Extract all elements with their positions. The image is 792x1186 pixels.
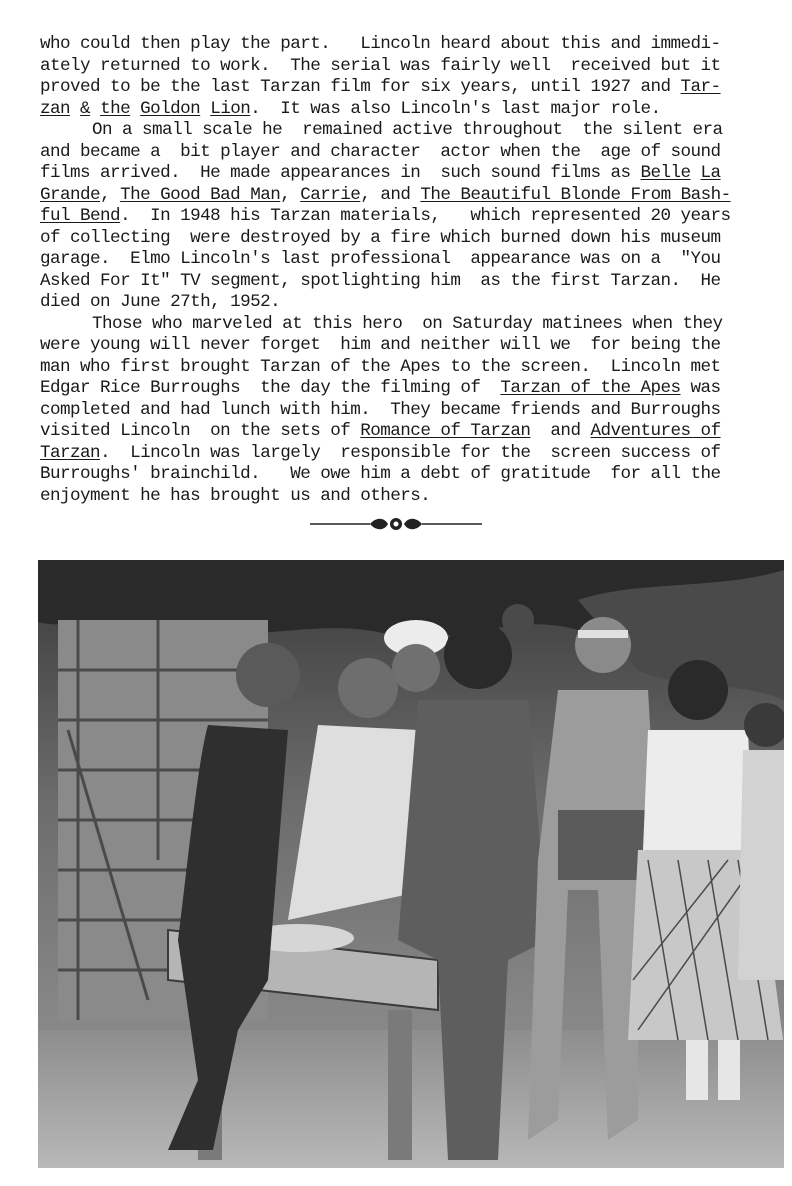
text-line: died on June 27th, 1952. bbox=[40, 292, 281, 312]
article-text bbox=[40, 34, 756, 507]
text-line: Asked For It" TV segment, spotlighting him as the first Tarzan. He bbox=[40, 270, 721, 291]
film-title: ful Bend bbox=[40, 206, 121, 226]
text-line: of collecting were destroyed by a fire which burned down his museum bbox=[40, 227, 721, 248]
text-line: completed and had lunch with him. They became friends and Burroughs bbox=[40, 399, 721, 420]
text-line: Grande, The Good Bad Man, Carrie, and The Beautiful Blonde From Bash- bbox=[40, 184, 731, 205]
film-title: Grande bbox=[40, 184, 101, 205]
text-line: and became a bit player and character actor when the age of sound bbox=[40, 141, 721, 162]
text-line: Those who marveled at this hero on Saturday matinees when they bbox=[92, 313, 723, 334]
text-line: zan & the Goldon Lion. It was also Lincoln's last major role. bbox=[40, 98, 661, 119]
film-title: Adventures of bbox=[590, 421, 721, 441]
text-line: Tarzan. Lincoln was largely responsible for the screen success of bbox=[40, 442, 721, 463]
text-line: ful Bend. In 1948 his Tarzan materials, which represented 20 years bbox=[40, 206, 731, 226]
film-title: Tar- bbox=[680, 77, 721, 97]
film-title: Carrie bbox=[300, 184, 361, 205]
film-still-photo bbox=[38, 560, 784, 1168]
text-line: garage. Elmo Lincoln's last professional appearance was on a "You bbox=[40, 249, 721, 269]
text-line: who could then play the part. Lincoln heard about this and immedi- bbox=[40, 34, 721, 54]
text-line: On a small scale he remained active throughout the silent era bbox=[92, 120, 723, 140]
film-title: Tarzan bbox=[40, 442, 101, 463]
text-line: proved to be the last Tarzan film for six years, until 1927 and Tar- bbox=[40, 77, 721, 97]
film-title: The Beautiful Blonde From Bash- bbox=[420, 184, 731, 205]
text-line: visited Lincoln on the sets of Romance of Tarzan and Adventures of bbox=[40, 421, 721, 441]
film-title: zan bbox=[40, 98, 71, 119]
text-line: man who first brought Tarzan of the Apes to the screen. Lincoln met bbox=[40, 356, 721, 377]
text-line: enjoyment he has brought us and others. bbox=[40, 485, 431, 506]
text-line: ately returned to work. The serial was fairly well received but it bbox=[40, 55, 721, 76]
scroll-divider-icon bbox=[310, 512, 482, 536]
film-title: The Good Bad Man bbox=[120, 184, 281, 205]
film-title: Tarzan of the Apes bbox=[500, 378, 681, 398]
text-line: films arrived. He made appearances in such sound films as Belle La bbox=[40, 163, 721, 183]
text-line: Edgar Rice Burroughs the day the filming of Tarzan of the Apes was bbox=[40, 378, 721, 398]
text-line: Burroughs' brainchild. We owe him a debt of gratitude for all the bbox=[40, 464, 721, 484]
text-line: were young will never forget him and neither will we for being the bbox=[40, 335, 721, 355]
film-title: Romance of Tarzan bbox=[360, 421, 531, 441]
film-title: Belle bbox=[640, 163, 691, 183]
